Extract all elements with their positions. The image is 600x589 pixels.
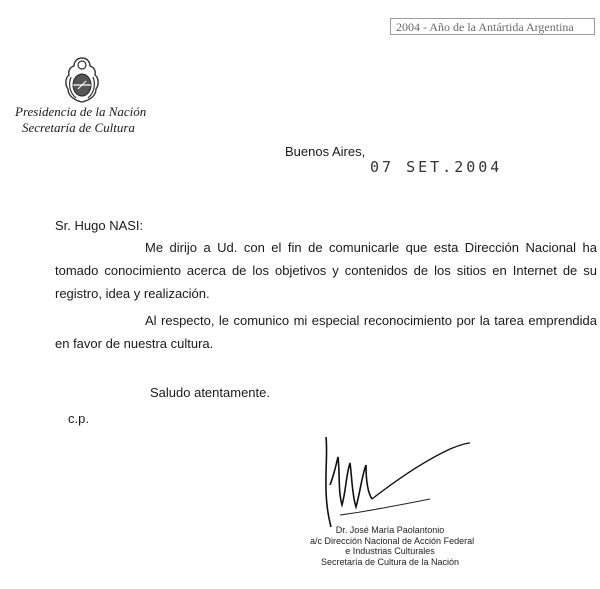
national-coat-of-arms-icon (60, 55, 104, 105)
signatory-title-1: a/c Dirección Nacional de Acción Federal (310, 535, 475, 546)
org-line-2: Secretaría de Cultura (22, 120, 135, 135)
handwritten-signature-icon (300, 425, 490, 535)
org-line-1: Presidencia de la Nación (15, 104, 147, 119)
signatory-name: Dr. José María Paolantonio (335, 525, 445, 535)
cc-note: c.p. (68, 411, 89, 426)
year-motto-box (390, 18, 595, 35)
signature-block (310, 525, 475, 567)
body-paragraph-2 (55, 309, 597, 355)
date-stamp: 07 SET.2004 (370, 158, 503, 176)
paragraph-2-text: Al respecto, le comunico mi especial reconocimiento por la tarea emprendida en favor de nuestra cultura. (55, 313, 597, 351)
year-motto: 2004 - Año de la Antártida Argentina (396, 20, 574, 34)
paragraph-1-text: Me dirijo a Ud. con el fin de comunicarle que esta Dirección Nacional ha tomado conocimiento acerca de los objetivos y contenidos de los sitios en Internet de su registro, idea y realización. (55, 240, 597, 301)
letter-place: Buenos Aires, (285, 144, 366, 159)
body-paragraph-1 (55, 236, 597, 305)
signatory-title-2: e Industrias Culturales (345, 546, 435, 556)
closing: Saludo atentamente. (150, 385, 270, 400)
signatory-title-3: Secretaría de Cultura de la Nación (320, 556, 460, 567)
salutation: Sr. Hugo NASI: (55, 218, 144, 233)
